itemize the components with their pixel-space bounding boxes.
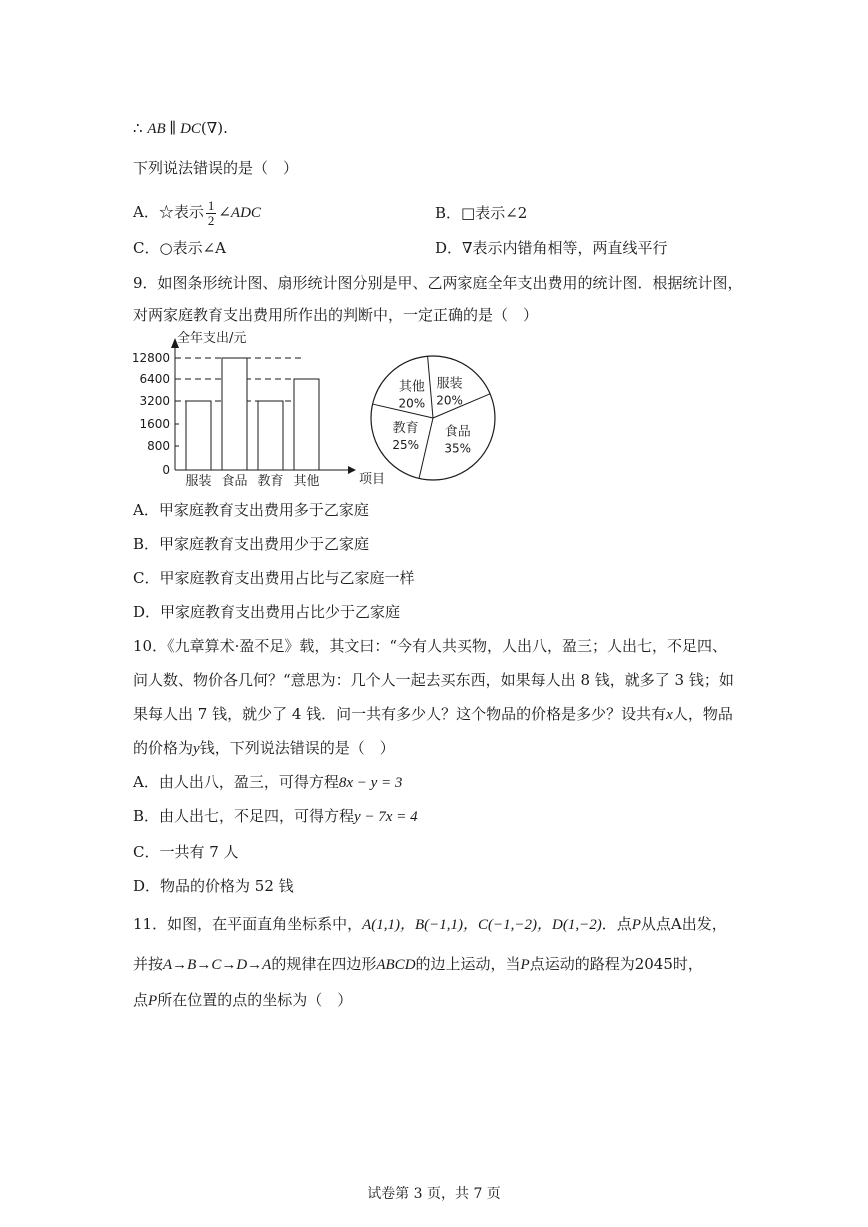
q8-option-a-angle: ∠ADC xyxy=(218,205,261,221)
q10-line4-b: 钱，下列说法错误的是（ ） xyxy=(199,739,395,757)
q10-option-b[interactable] xyxy=(133,806,418,827)
q11-point-p3: P xyxy=(148,993,158,1009)
q11-path: A→B→C→D→A xyxy=(163,957,272,973)
q10-option-d[interactable]: D．物品的价格为 52 钱 xyxy=(133,877,294,895)
x-axis-label: 项目 xyxy=(359,472,386,487)
bar-服装 xyxy=(186,401,211,470)
variable-x: x xyxy=(666,707,673,723)
pie-label-教育: 教育 xyxy=(392,421,419,437)
q10-option-a-text: A．由人出八，盈三，可得方程 xyxy=(133,773,339,791)
q8-option-a[interactable] xyxy=(133,198,261,228)
q11-line2-d: 点运动的路程为2045时， xyxy=(529,955,703,973)
q10-line4 xyxy=(133,738,395,759)
q9-option-c[interactable]: C．甲家庭教育支出费用占比与乙家庭一样 xyxy=(133,569,415,587)
q10-option-b-text: B．由人出七，不足四，可得方程 xyxy=(133,807,355,825)
q9-figure xyxy=(120,330,520,490)
q11-line2-a: 并按 xyxy=(133,955,164,973)
y-tick-label: 0 xyxy=(162,463,170,477)
bar-教育 xyxy=(258,401,283,470)
q11-points: A(1,1)，B(−1,1)，C(−1,−2)，D(1,−2) xyxy=(362,917,602,933)
q11-quad: ABCD xyxy=(376,957,416,973)
q10-line3-b: 人，物品 xyxy=(672,705,733,723)
q10-line4-a: 的价格为 xyxy=(133,739,194,757)
y-axis-label: 全年支出/元 xyxy=(177,331,247,346)
q11-line2 xyxy=(133,954,703,975)
q8-prompt: 下列说法错误的是（ ） xyxy=(133,159,299,177)
q10-option-b-equation: y − 7x = 4 xyxy=(354,809,418,825)
q8-expression: AB ∥ DC xyxy=(147,121,201,137)
q8-option-c-label: C． xyxy=(133,239,160,257)
q11-line1-b: ．点 xyxy=(601,915,632,933)
q8-option-a-symbol: ☆表示 xyxy=(158,203,204,221)
pie-value-食品: 35% xyxy=(444,441,472,456)
pie-value-其他: 20% xyxy=(398,396,426,411)
y-tick-label: 12800 xyxy=(131,351,170,365)
q11-line2-b: 的规律在四边形 xyxy=(271,955,377,973)
q11-point-p2: P xyxy=(520,957,530,973)
pie-label-食品: 食品 xyxy=(444,424,471,440)
variable-y: y xyxy=(193,741,200,757)
y-tick-label: 800 xyxy=(147,439,170,453)
category-label: 服装 xyxy=(185,474,212,489)
pie-value-教育: 25% xyxy=(392,438,419,453)
q8-option-b[interactable] xyxy=(435,203,527,223)
category-label: 食品 xyxy=(221,474,248,489)
q8-option-d-label: D． xyxy=(435,239,463,257)
q9-option-d[interactable]: D．甲家庭教育支出费用占比少于乙家庭 xyxy=(133,603,401,621)
pie-value-服装: 20% xyxy=(436,393,463,408)
fraction-denominator: 2 xyxy=(207,212,215,228)
q11-line1-c: 从点A出发， xyxy=(640,915,727,933)
q8-option-b-text: □表示∠2 xyxy=(461,204,528,222)
q10-option-a[interactable] xyxy=(133,772,402,793)
q10-option-a-equation: 8x − y = 3 xyxy=(338,775,403,791)
q8-option-c[interactable] xyxy=(133,238,226,258)
q9-option-b[interactable]: B．甲家庭教育支出费用少于乙家庭 xyxy=(133,535,370,553)
q8-end: . xyxy=(223,119,228,137)
q8-option-d[interactable] xyxy=(435,238,668,258)
fraction-one-half xyxy=(206,199,217,228)
q11-line3-b: 所在位置的点的坐标为（ ） xyxy=(157,991,353,1009)
bar-食品 xyxy=(222,358,247,470)
q10-line3-a: 果每人出 7 钱，就少了 4 钱．问一共有多少人？这个物品的价格是多少？设共有 xyxy=(133,705,667,723)
q8-option-c-text: ○表示∠A xyxy=(159,239,226,257)
y-tick-label: 3200 xyxy=(139,394,170,408)
y-tick-label: 1600 xyxy=(139,417,170,431)
q10-line3 xyxy=(133,704,733,725)
q11-line1-a: 11．如图，在平面直角坐标系中， xyxy=(133,915,363,933)
therefore-symbol: ∴ xyxy=(133,119,143,137)
q8-option-d-text: ∇表示内错角相等，两直线平行 xyxy=(462,239,668,257)
pie-chart xyxy=(371,356,495,480)
q10-option-c[interactable]: C．一共有 7 人 xyxy=(133,843,239,861)
page-footer: 试卷第 3 页，共 7 页 xyxy=(367,1186,501,1202)
bar-chart xyxy=(132,330,385,489)
y-tick-label: 6400 xyxy=(139,372,170,386)
q8-option-a-label: A． xyxy=(133,203,159,221)
q10-line1: 10．《九章算术·盈不足》载，其文曰：“今有人共买物，人出八，盈三；人出七，不足四、 xyxy=(133,637,728,655)
q11-line1 xyxy=(133,914,727,935)
q9-stem-line1: 9．如图条形统计图、扇形统计图分别是甲、乙两家庭全年支出费用的统计图．根据统计图， xyxy=(133,274,743,292)
q8-mark: (∇) xyxy=(200,119,224,137)
bar-其他 xyxy=(294,379,319,470)
category-label: 其他 xyxy=(293,474,320,489)
category-label: 教育 xyxy=(257,474,284,489)
pie-label-服装: 服装 xyxy=(436,376,463,392)
pie-label-其他: 其他 xyxy=(398,379,425,395)
q11-line3-a: 点 xyxy=(133,991,149,1009)
q11-line3 xyxy=(133,990,352,1011)
q11-point-p: P xyxy=(631,917,641,933)
q10-line2: 问人数、物价各几何？“意思为：几个人一起去买东西，如果每人出 8 钱，就多了 3 钱；如 xyxy=(133,671,734,689)
q9-stem-line2: 对两家庭教育支出费用所作出的判断中，一定正确的是（ ） xyxy=(133,306,539,324)
q9-option-a[interactable]: A．甲家庭教育支出费用多于乙家庭 xyxy=(133,501,369,519)
q11-line2-c: 的边上运动，当 xyxy=(415,955,521,973)
fraction-numerator: 1 xyxy=(207,197,215,213)
q8-conclusion xyxy=(133,118,228,139)
x-axis-arrow xyxy=(348,466,356,474)
q8-option-b-label: B． xyxy=(435,204,462,222)
